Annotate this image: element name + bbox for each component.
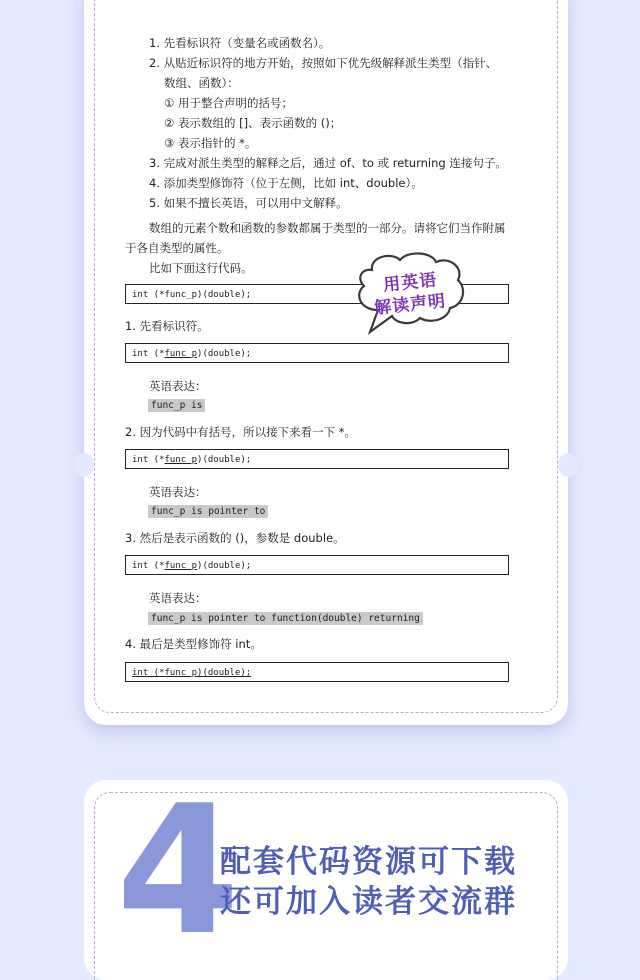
english-expression: func_p is <box>148 399 205 412</box>
step-4: 4. 添加类型修饰符（位于左侧，比如 int、double）。 <box>149 176 423 190</box>
step-2: 2. 从贴近标识符的地方开始，按照如下优先级解释派生类型（指针、 <box>149 56 498 70</box>
sub-step-2: ② 表示数组的 []、表示函数的 ()； <box>164 116 342 130</box>
feature-line-2: 还可加入读者交流群 <box>220 884 517 920</box>
bubble-line-2: 解读声明 <box>373 291 448 319</box>
book-page <box>96 0 558 720</box>
code-box-final: int (*func_p)(double); <box>125 662 509 682</box>
code-box: int (*func_p)(double); <box>125 343 509 363</box>
walk-step-3-title: 3. 然后是表示函数的 ()，参数是 double。 <box>125 531 345 545</box>
step-5: 5. 如果不擅长英语，可以用中文解释。 <box>149 196 348 210</box>
step-3: 3. 完成对派生类型的解释之后，通过 of、to 或 returning 连接句子。 <box>149 156 507 170</box>
walk-step-1-title: 1. 先看标识符。 <box>125 319 209 333</box>
right-notch <box>558 453 578 477</box>
walk-step-4-title: 4. 最后是类型修饰符 int。 <box>125 637 262 651</box>
english-label: 英语表达： <box>149 379 207 393</box>
english-expression: func_p is pointer to function(double) returning <box>148 612 423 625</box>
step-2-cont: 数组、函数）： <box>164 76 239 90</box>
feature-line-1: 配套代码资源可下载 <box>220 844 517 880</box>
code-box: int (*func_p)(double); <box>125 449 509 469</box>
paragraph-line-3: 比如下面这行代码。 <box>149 261 253 275</box>
sub-step-1: ① 用于整合声明的括号； <box>164 96 293 110</box>
speech-bubble <box>352 250 468 338</box>
paragraph-line-1: 数组的元素个数和函数的参数都属于类型的一部分。请将它们当作附属 <box>149 221 506 235</box>
code-box: int (*func_p)(double); <box>125 555 509 575</box>
feature-number: 4 <box>116 767 240 974</box>
left-notch <box>74 453 94 477</box>
paragraph-line-2: 于各自类型的属性。 <box>125 241 229 255</box>
sub-step-3: ③ 表示指针的 *。 <box>164 136 257 150</box>
english-expression: func_p is pointer to <box>148 505 268 518</box>
bubble-line-1: 用英语 <box>382 270 439 296</box>
code-box: int (*func_p)(double); <box>125 284 509 304</box>
english-label: 英语表达： <box>149 591 207 605</box>
walk-step-2-title: 2. 因为代码中有括号，所以接下来看一下 *。 <box>125 425 357 439</box>
english-label: 英语表达： <box>149 485 207 499</box>
step-1: 1. 先看标识符（变量名或函数名）。 <box>149 36 331 50</box>
